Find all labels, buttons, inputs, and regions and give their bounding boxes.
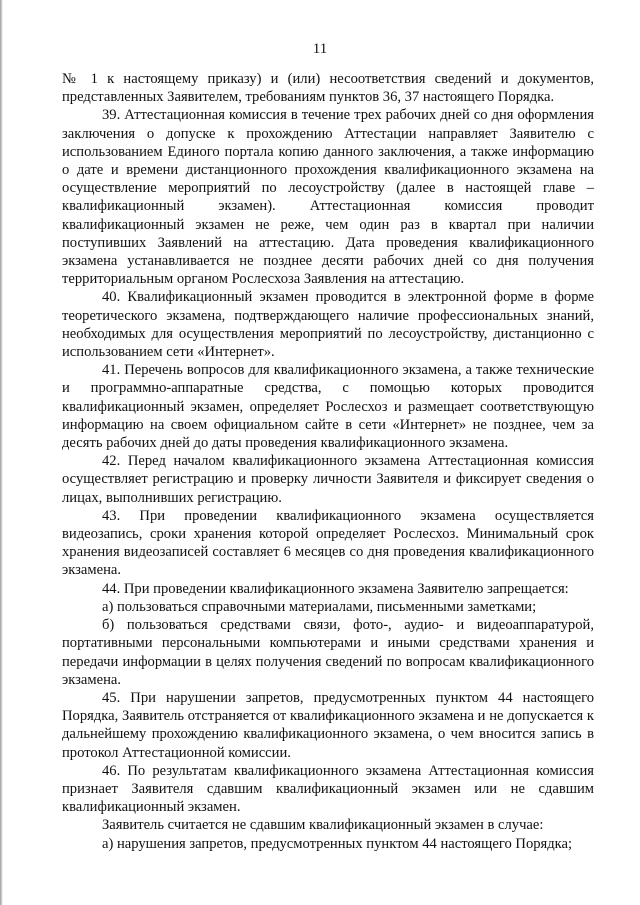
paragraph-continuation: № 1 к настоящему приказу) и (или) несоответствия сведений и документов, представленных Заявителем, требованиям пунктов 36, 37 настоящего Порядка. bbox=[62, 71, 594, 106]
paragraph-43: 43. При проведении квалификационного экзамена осуществляется видеозапись, сроки хранения которой определяет Рослесхоз. Минимальный срок хранения видеозаписей составляет 6 месяцев со дня проведения квалификационного экзамена. bbox=[62, 507, 594, 579]
paragraph-46: 46. По результатам квалификационного экзамена Аттестационная комиссия признает Заявителя сдавшим квалификационный экзамен или не сдавшим квалификационный экзамен. bbox=[62, 762, 594, 816]
scan-edge-shadow bbox=[0, 0, 3, 905]
paragraph-46-condition: Заявитель считается не сдавшим квалификационный экзамен в случае: bbox=[102, 817, 544, 834]
paragraph-44-a: а) пользоваться справочными материалами, письменными заметками; bbox=[102, 598, 537, 615]
paragraph-46-a: а) нарушения запретов, предусмотренных пунктом 44 настоящего Порядка; bbox=[102, 835, 573, 852]
paragraph-39: 39. Аттестационная комиссия в течение трех рабочих дней со дня оформления заключения о допуске к прохождению Аттестации направляет Заявителю с использованием Единого портала копию данного заключения, а также информацию о дате и времени дистанционного прохождения квалификационного экзамена на осуществление мероприятий по лесоустройству (далее в настоящей главе – квалификационный экзамен). Аттестационная комиссия проводит квалификационный экзамен не реже, чем один раз в квартал при наличии поступивших Заявлений на аттестацию. Дата проведения квалификационного экзамена устанавливается не позднее десяти рабочих дней со дня получения территориальным органом Рослесхоза Заявления на аттестацию. bbox=[62, 107, 594, 288]
page-number: 11 bbox=[312, 41, 328, 57]
paragraph-44: 44. При проведении квалификационного экзамена Заявителю запрещается: bbox=[102, 580, 569, 597]
paragraph-40: 40. Квалификационный экзамен проводится в электронной форме в форме теоретического экзамена, подтверждающего наличие профессиональных знаний, необходимых для осуществления мероприятий по лесоустройству, дистанционно с использованием сети «Интернет». bbox=[62, 289, 594, 361]
paragraph-42: 42. Перед началом квалификационного экзамена Аттестационная комиссия осуществляет регистрацию и проверку личности Заявителя и фиксирует сведения о лицах, выполнивших регистрацию. bbox=[62, 453, 594, 506]
document-body bbox=[62, 70, 594, 853]
paragraph-44-b: б) пользоваться средствами связи, фото-, аудио- и видеоаппаратурой, портативными персональными компьютерами и иными средствами хранения и передачи информации в целях получения сведений по вопросам квалификационного экзамена. bbox=[62, 617, 594, 688]
paragraph-45: 45. При нарушении запретов, предусмотренных пунктом 44 настоящего Порядка, Заявитель отстраняется от квалификационного экзамена и не допускается к дальнейшему прохождению квалификационного экзамена, о чем вносится запись в протокол Аттестационной комиссии. bbox=[62, 689, 594, 761]
paragraph-41: 41. Перечень вопросов для квалификационного экзамена, а также технические и программно-аппаратные средства, с помощью которых проводится квалификационный экзамен, определяет Рослесхоз и размещает соответствующую информацию на своем официальном сайте в сети «Интернет» не позднее, чем за десять рабочих дней до даты проведения квалификационного экзамена. bbox=[62, 362, 594, 452]
